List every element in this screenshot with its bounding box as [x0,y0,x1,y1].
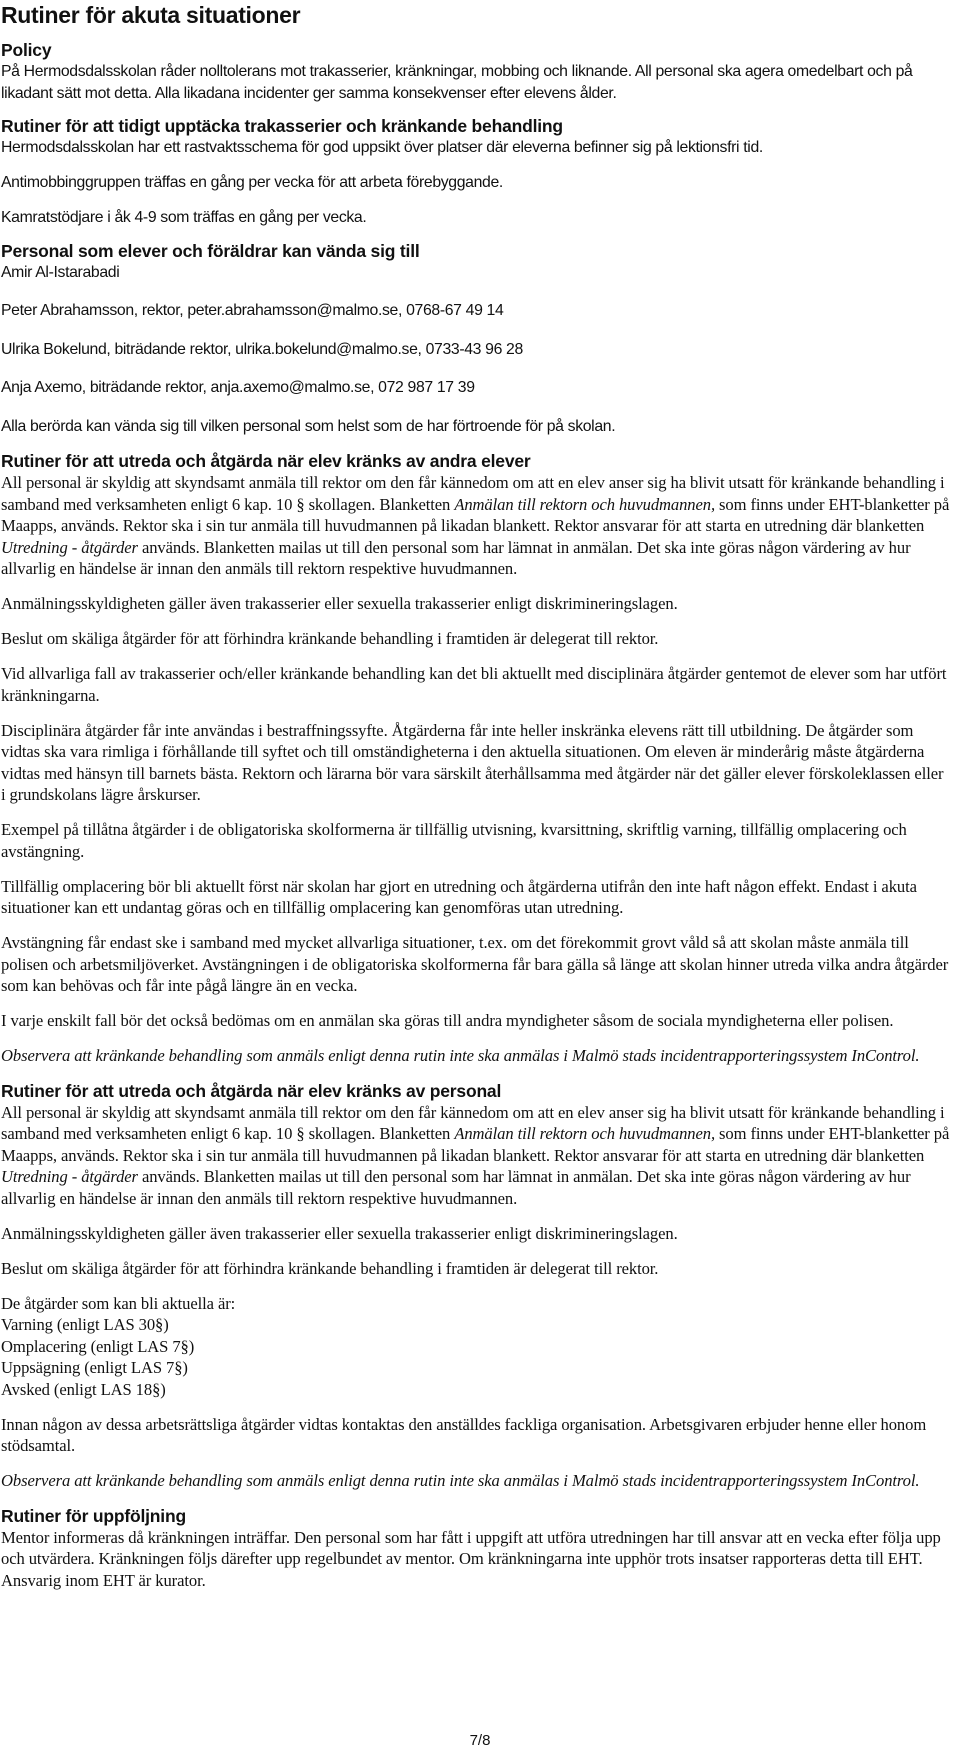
student-routine-heading: Rutiner för att utreda och åtgärda när elev kränks av andra elever [1,451,531,471]
page-number: 7/8 [469,1732,491,1749]
staff-routine-heading: Rutiner för att utreda och åtgärda när elev kränks av personal [1,1080,502,1101]
student-routine-p4: Vid allvarliga fall av trakasserier och/eller kränkande behandling kan det bli aktuellt med disciplinära åtgärder gentemot de elever som har utfört kränkningarna. [1,664,947,705]
staff-routine-note: Observera att kränkande behandling som anmäls enligt denna rutin inte ska anmälas i Malmö stads incidentrapporteringssystem InControl. [1,1471,920,1490]
list-item: Avsked (enligt LAS 18§) [1,1379,166,1399]
student-routine-note: Observera att kränkande behandling som anmäls enligt denna rutin inte ska anmälas i Malmö stads incidentrapporteringssystem InControl. [1,1046,920,1065]
student-routine-p6: Exempel på tillåtna åtgärder i de obligatoriska skolformerna är tillfällig utvisning, kvarsittning, skriftlig varning, tillfällig omplacering och avstängning. [1,820,907,861]
staff-routine-p3: Beslut om skäliga åtgärder för att förhindra kränkande behandling i framtiden är delegerat till rektor. [1,1258,659,1278]
staff-routine-p2: Anmälningsskyldigheten gäller även trakasserier eller sexuella trakasserier enligt diskrimineringslagen. [1,1223,678,1243]
contacts-note: Alla berörda kan vända sig till vilken personal som helst som de har förtroende för på skolan. [1,417,616,435]
early-detection-p2: Antimobbinggruppen träffas en gång per vecka för att arbeta förebyggande. [1,174,503,191]
policy-text: På Hermodsdalsskolan råder nolltolerans mot trakasserier, kränkningar, mobbing och liknande. All personal ska agera omedelbart och på likadant sätt mot detta. Alla likadana incidenter ger samma konsekvenser efter elevens ålder. [1,63,913,102]
staff-routine-intro: All personal är skyldig att skyndsamt anmäla till rektor om den får kännedom om att en elev anser sig ha blivit utsatt för kränkande behandling i samband med verksamheten enligt 6 kap. 10 § skollagen. Blanketten Anmälan till rektorn och huvudmannen, som finns under EHT-blanketter på Maapps, används. Rektor ska i sin tur anmäla till huvudmannen på likadan blankett. Rektor ansvarar för att starta en utredning där blanketten Utredning - åtgärder används. Blanketten mailas ut till den personal som har lämnat in anmälan. Det ska inte göras någon värdering av hur allvarlig en händelse är innan den anmäls till rektorn respektive huvudmannen. [1,1102,950,1208]
contact-anja: Anja Axemo, biträdande rektor, anja.axemo@malmo.se, 072 987 17 39 [1,379,475,396]
contact-ulrika: Ulrika Bokelund, biträdande rektor, ulrika.bokelund@malmo.se, 0733-43 96 28 [1,340,523,358]
student-routine-p2: Anmälningsskyldigheten gäller även trakasserier eller sexuella trakasserier enligt diskrimineringslagen. [1,594,678,613]
student-routine-p5: Disciplinära åtgärder får inte användas i bestraffningssyfte. Åtgärderna får inte heller inskränka elevens rätt till utbildning. De åtgärder som vidtas ska vara rimliga i förhållande till syftet och till omständigheterna i den aktuella situationen. Om eleven är minderårig måste åtgärderna vidtas med hänsyn till barnets bästa. Rektorn och lärarna bör vara särskilt återhållsamma med åtgärder när det gäller elever förskoleklassen eller i grundskolans lägre årskurser. [1,720,944,804]
list-item: Uppsägning (enligt LAS 7§) [1,1358,188,1377]
student-routine-p8: Avstängning får endast ske i samband med mycket allvarliga situationer, t.ex. om det förekommit grovt våld så att skolan måste anmäla till polisen och arbetsmiljöverket. Avstängningen i de obligatoriska skolformerna får bara gälla så länge att skolan hinner utreda vilka andra åtgärder som kan behövas och får inte pågå längre än en vecka. [1,933,949,995]
contacts-heading: Personal som elever och föräldrar kan vända sig till [1,240,420,261]
list-item: Omplacering (enligt LAS 7§) [1,1336,195,1356]
contact-peter: Peter Abrahamsson, rektor, peter.abrahamsson@malmo.se, 0768-67 49 14 [1,302,504,319]
page-title: Rutiner för akuta situationer [1,2,301,28]
early-detection-p1: Hermodsdalsskolan har ett rastvaktsschema för god uppsikt över platser där eleverna befinner sig på lektionsfri tid. [1,139,763,156]
measures-list-intro: De åtgärder som kan bli aktuella är: [1,1293,236,1313]
student-routine-p7: Tillfällig omplacering bör bli aktuellt först när skolan har gjort en utredning och åtgärderna utifrån den inte haft någon effekt. Endast i akuta situationer kan ett undantag göras och en tillfällig omplacering kan genomföras utan utredning. [1,876,917,917]
followup-heading: Rutiner för uppföljning [1,1505,186,1526]
student-routine-intro: All personal är skyldig att skyndsamt anmäla till rektor om den får kännedom om att en elev anser sig ha blivit utsatt för kränkande behandling i samband med verksamheten enligt 6 kap. 10 § skollagen. Blanketten Anmälan till rektorn och huvudmannen, som finns under EHT-blanketter på Maapps, används. Rektor ska i sin tur anmäla till huvudmannen på likadan blankett. Rektor ansvarar för att starta en utredning där blanketten Utredning - åtgärder används. Blanketten mailas ut till den personal som har lämnat in anmälan. Det ska inte göras någon värdering av hur allvarlig en händelse är innan den anmäls till rektorn respektive huvudmannen. [1,473,950,578]
policy-heading: Policy [1,40,52,60]
contact-amir: Amir Al-Istarabadi [1,263,120,281]
early-detection-p3: Kamratstödjare i åk 4-9 som träffas en gång per vecka. [1,209,367,226]
list-item: Varning (enligt LAS 30§) [1,1315,169,1334]
early-detection-heading: Rutiner för att tidigt upptäcka trakasserier och kränkande behandling [1,116,563,136]
student-routine-p9: I varje enskilt fall bör det också bedömas om en anmälan ska göras till andra myndigheter såsom de sociala myndigheterna eller polisen. [1,1011,894,1030]
staff-routine-p4: Innan någon av dessa arbetsrättsliga åtgärder vidtas kontaktas den anställdes fackliga organisation. Arbetsgivaren erbjuder henne eller honom stödsamtal. [1,1414,927,1455]
student-routine-p3: Beslut om skäliga åtgärder för att förhindra kränkande behandling i framtiden är delegerat till rektor. [1,629,659,648]
measures-list [1,1293,950,1401]
followup-text: Mentor informeras då kränkningen inträffar. Den personal som har fått i uppgift att utföra utredningen har till ansvar att en vecka efter följa upp och utvärdera. Kränkningen följs därefter upp regelbundet av mentor. Om kränkningarna inte upphör trots insatser rapporteras detta till EHT. Ansvarig inom EHT är kurator. [1,1527,941,1590]
